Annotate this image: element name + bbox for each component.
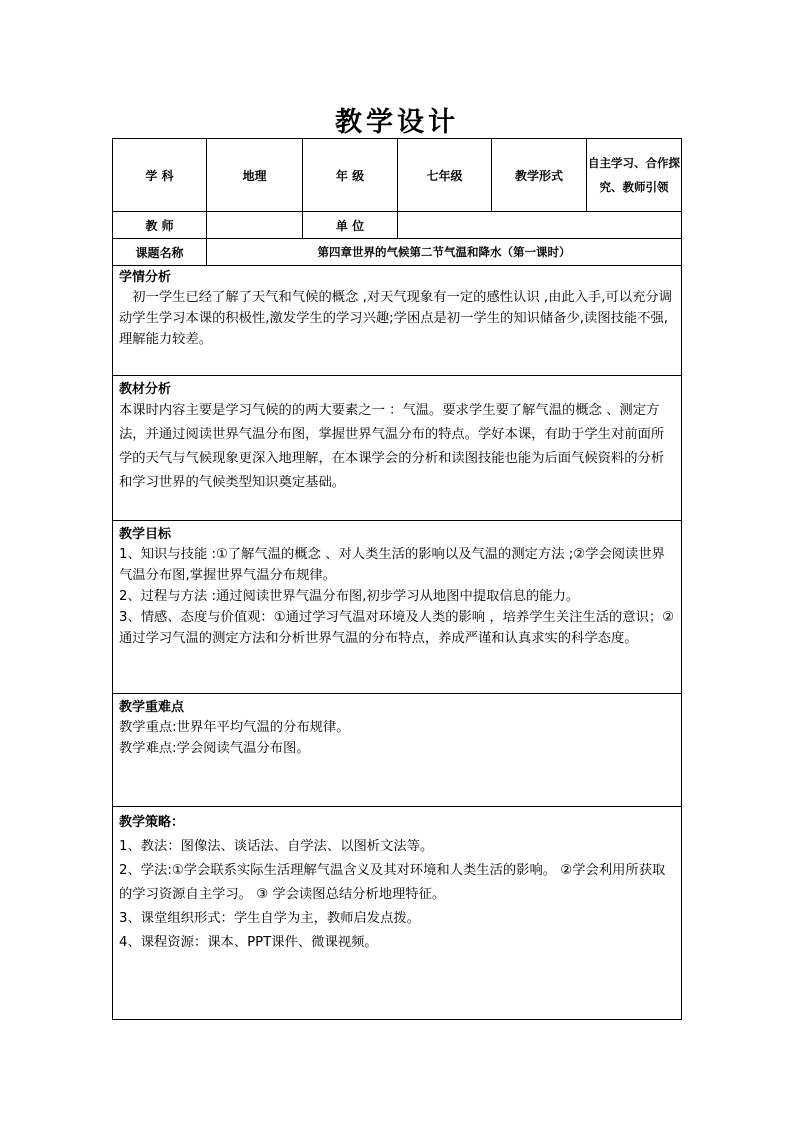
key-point-line: 教学重点:世界年平均气温的分布规律。 xyxy=(119,720,350,735)
unit-value xyxy=(398,212,682,239)
topic-value: 第四章世界的气候第二节气温和降水（第一课时） xyxy=(207,239,682,266)
strategy-line: 4、课程资源：课本、PPT课件、微课视频。 xyxy=(119,935,378,950)
key-points-row xyxy=(113,694,682,807)
teacher-label: 教 师 xyxy=(113,212,207,239)
key-points-section xyxy=(113,694,682,807)
learner-analysis-row xyxy=(113,266,682,376)
topic-row xyxy=(113,239,682,266)
teaching-strategy-heading: 教学策略： xyxy=(119,815,185,830)
teaching-goals-section xyxy=(113,521,682,694)
grade-value: 七年级 xyxy=(398,139,492,212)
grade-label: 年 级 xyxy=(303,139,398,212)
goal-line: 1、知识与技能 :①了解气温的概念 、对人类生活的影响以及气温的测定方法 ;②学会阅读世界气温分布图,掌握世界气温分布规律。 xyxy=(119,547,665,583)
teacher-row xyxy=(113,212,682,239)
learner-analysis-text: 初一学生已经了解了天气和气候的概念 ,对天气现象有一定的感性认识 ,由此入手,可以充分调动学生学习本课的积极性,激发学生的学习兴趣;学困点是初一学生的知识储备少,读图技能不强,理解能力较差。 xyxy=(119,290,673,347)
subject-value: 地理 xyxy=(207,139,303,212)
lesson-plan-table xyxy=(112,138,682,1020)
header-row xyxy=(113,139,682,212)
material-analysis-row xyxy=(113,376,682,521)
teaching-strategy-row xyxy=(113,807,682,1020)
strategy-line: 3、课堂组织形式：学生自学为主，教师启发点拨。 xyxy=(119,911,420,926)
topic-label: 课题名称 xyxy=(113,239,207,266)
key-point-line: 教学难点:学会阅读气温分布图。 xyxy=(119,741,310,756)
goal-line: 2、过程与方法 :通过阅读世界气温分布图,初步学习从地图中提取信息的能力。 xyxy=(119,589,580,604)
unit-label: 单 位 xyxy=(303,212,398,239)
material-analysis-section xyxy=(113,376,682,521)
key-points-heading: 教学重难点 xyxy=(119,700,185,715)
teaching-goals-row xyxy=(113,521,682,694)
document-title: 教学设计 xyxy=(335,107,459,138)
learner-analysis-section xyxy=(113,266,682,376)
strategy-line: 1、教法：图像法、谈话法、自学法、以图析文法等。 xyxy=(119,839,434,854)
teacher-value xyxy=(207,212,303,239)
strategy-line: 2、学法:①学会联系实际生活理解气温含义及其对环境和人类生活的影响。 ②学会利用所获取的学习资源自主学习。 ③ 学会读图总结分析地理特征。 xyxy=(119,863,666,902)
learner-analysis-heading: 学情分析 xyxy=(119,270,172,285)
form-label: 教学形式 xyxy=(492,139,587,212)
material-analysis-heading: 教材分析 xyxy=(119,382,172,397)
teaching-goals-heading: 教学目标 xyxy=(119,527,172,542)
form-value: 自主学习、合作探究、教师引领 xyxy=(587,139,682,212)
subject-label: 学 科 xyxy=(113,139,207,212)
teaching-strategy-section xyxy=(113,807,682,1020)
material-analysis-text: 本课时内容主要是学习气候的的两大要素之一 ：气温。要求学生要了解气温的概念 、测定方法，并通过阅读世界气温分布图，掌握世界气温分布的特点。学好本课，有助于学生对前面所学的天气与气候现象更深入地理解，在本课学会的分析和读图技能也能为后面气候资料的分析和学习世界的气候类型知识奠定基础。 xyxy=(119,403,665,490)
goal-line: 3、情感、态度与价值观：①通过学习气温对环境及人类的影响 ，培养学生关注生活的意识；②通过学习气温的测定方法和分析世界气温的分布特点，养成严谨和认真求实的科学态度。 xyxy=(119,610,675,646)
